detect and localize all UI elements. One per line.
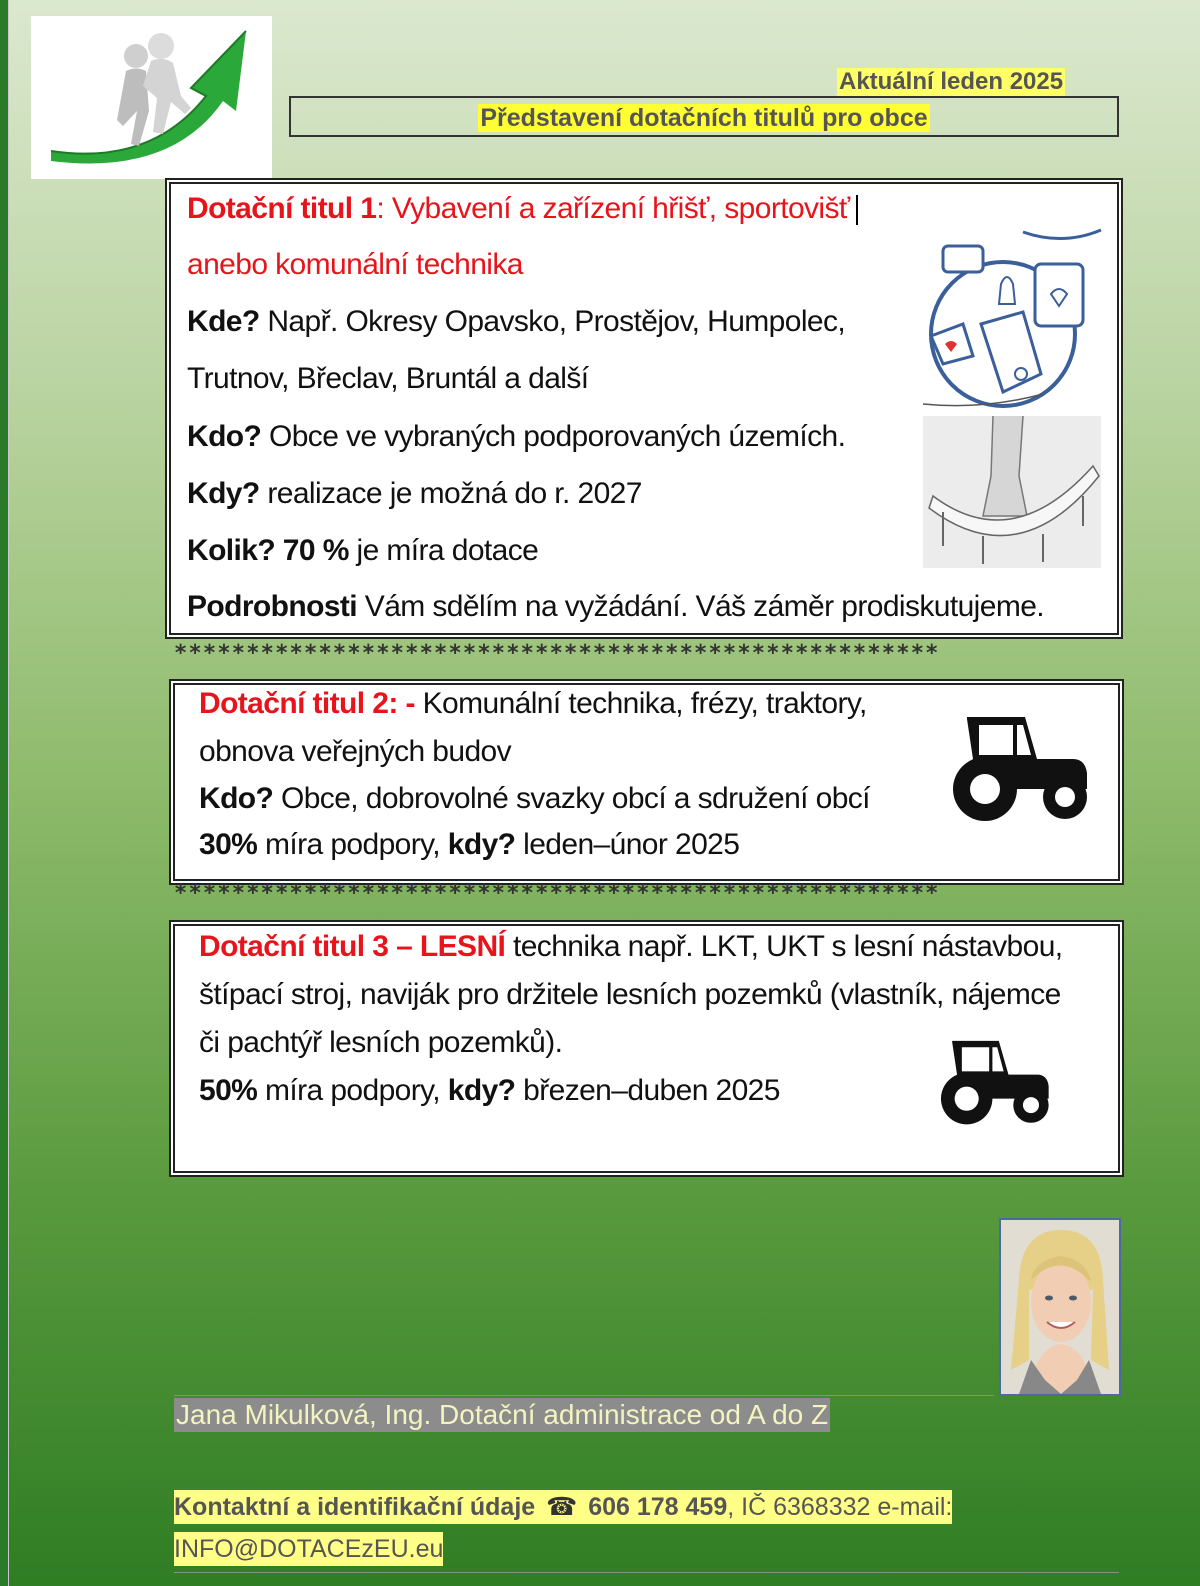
- bench-tree-sketch-illustration: [923, 416, 1101, 568]
- title2-rate-line: [199, 828, 739, 862]
- title2-line2: obnova veřejných budov: [199, 735, 512, 768]
- kdo-text: Obce ve vybraných podporovaných územích.: [261, 420, 846, 453]
- defibrillator-sketch-illustration: [923, 224, 1109, 414]
- title1-kde-line2: Trutnov, Břeclav, Bruntál a další: [187, 362, 589, 395]
- title2-heading: Dotační titul 2: -: [199, 687, 415, 720]
- separator-2: *****************************************************: [174, 881, 940, 906]
- contact-label: Kontaktní a identifikační údaje: [174, 1493, 536, 1521]
- title2-kdo-text: Obce, dobrovolné svazky obcí a sdružení obcí: [273, 782, 870, 815]
- tractor-icon: [929, 1036, 1059, 1126]
- bottom-divider-line: [174, 1572, 1119, 1573]
- title3-rate-text: míra podpory,: [257, 1074, 448, 1107]
- title1-heading-rest: : Vybavení a zařízení hřišť, sportovišť: [376, 192, 850, 225]
- title1-kdo-line: [187, 420, 845, 454]
- kolik-text: je míra dotace: [348, 534, 539, 567]
- avatar: [999, 1218, 1121, 1396]
- title3-line3: či pachtýř lesních pozemků).: [199, 1026, 563, 1059]
- title1-podrobnosti-line: [187, 590, 1044, 624]
- grant-title-2-box: [173, 683, 1120, 881]
- document-page: [8, 0, 1200, 1586]
- title2-kdo-line: [199, 782, 870, 816]
- title3-line2: štípací stroj, naviják pro držitele lesních pozemků (vlastník, nájemce: [199, 978, 1061, 1011]
- title1-kde-line: [187, 305, 845, 339]
- podrobnosti-label: Podrobnosti: [187, 590, 358, 623]
- title3-heading-rest: technika např. LKT, UKT s lesní nástavbou,: [505, 930, 1063, 963]
- title1-heading-line: [187, 192, 858, 226]
- phone-icon: ☎: [546, 1493, 578, 1521]
- title2-heading-rest: Komunální technika, frézy, traktory,: [414, 687, 867, 720]
- title3-rate-line: [199, 1074, 780, 1108]
- podrobnosti-text: Vám sdělím na vyžádání. Váš záměr prodiskutujeme.: [357, 590, 1045, 623]
- page-title-box: [289, 96, 1119, 137]
- title1-kdy-line: [187, 477, 642, 511]
- title3-heading: Dotační titul 3 – LESNÍ: [199, 930, 506, 963]
- title3-kdy-label: kdy?: [447, 1074, 516, 1107]
- kolik-label: Kolik? 70 %: [187, 534, 349, 567]
- kde-text: Např. Okresy Opavsko, Prostějov, Humpolec,: [259, 305, 846, 338]
- kdy-text: realizace je možná do r. 2027: [259, 477, 642, 510]
- phone-number[interactable]: 606 178 459: [588, 1493, 728, 1521]
- title2-rate-text: míra podpory,: [257, 828, 448, 861]
- grant-title-1-box: [169, 182, 1119, 635]
- author-name: Jana Mikulková, Ing. Dotační administrace od A do Z: [176, 1399, 829, 1430]
- title3-rate-label: 50%: [199, 1074, 258, 1107]
- title1-line2: anebo komunální technika: [187, 248, 523, 281]
- ic-text: , IČ 6368332 e-mail:: [727, 1493, 953, 1521]
- kdy-label: Kdy?: [187, 477, 260, 510]
- kde-label: Kde?: [187, 305, 260, 338]
- contact-line: [174, 1490, 952, 1524]
- title3-heading-line: [199, 930, 1063, 964]
- tractor-icon: [945, 711, 1093, 823]
- kdo-label: Kdo?: [187, 420, 262, 453]
- title2-rate-label: 30%: [199, 828, 258, 861]
- email-line: [174, 1532, 443, 1566]
- title3-kdy-text: březen–duben 2025: [515, 1074, 780, 1107]
- email-link[interactable]: INFO@DOTACEzEU.eu: [174, 1535, 444, 1563]
- logo-figures-arrow: [31, 16, 272, 179]
- title1-heading: Dotační titul 1: [187, 192, 377, 225]
- page-title: Představení dotačních titulů pro obce: [480, 104, 928, 132]
- title2-heading-line: [199, 687, 867, 721]
- date-label: Aktuální leden 2025: [839, 68, 1064, 95]
- divider-line: [174, 1395, 994, 1396]
- title1-kolik-line: [187, 534, 538, 568]
- title2-kdo-label: Kdo?: [199, 782, 274, 815]
- title2-kdy-label: kdy?: [447, 828, 516, 861]
- title2-kdy-text: leden–únor 2025: [515, 828, 740, 861]
- separator-1: *****************************************************: [174, 641, 940, 666]
- text-cursor: [856, 195, 858, 225]
- grant-title-3-box: [173, 924, 1120, 1173]
